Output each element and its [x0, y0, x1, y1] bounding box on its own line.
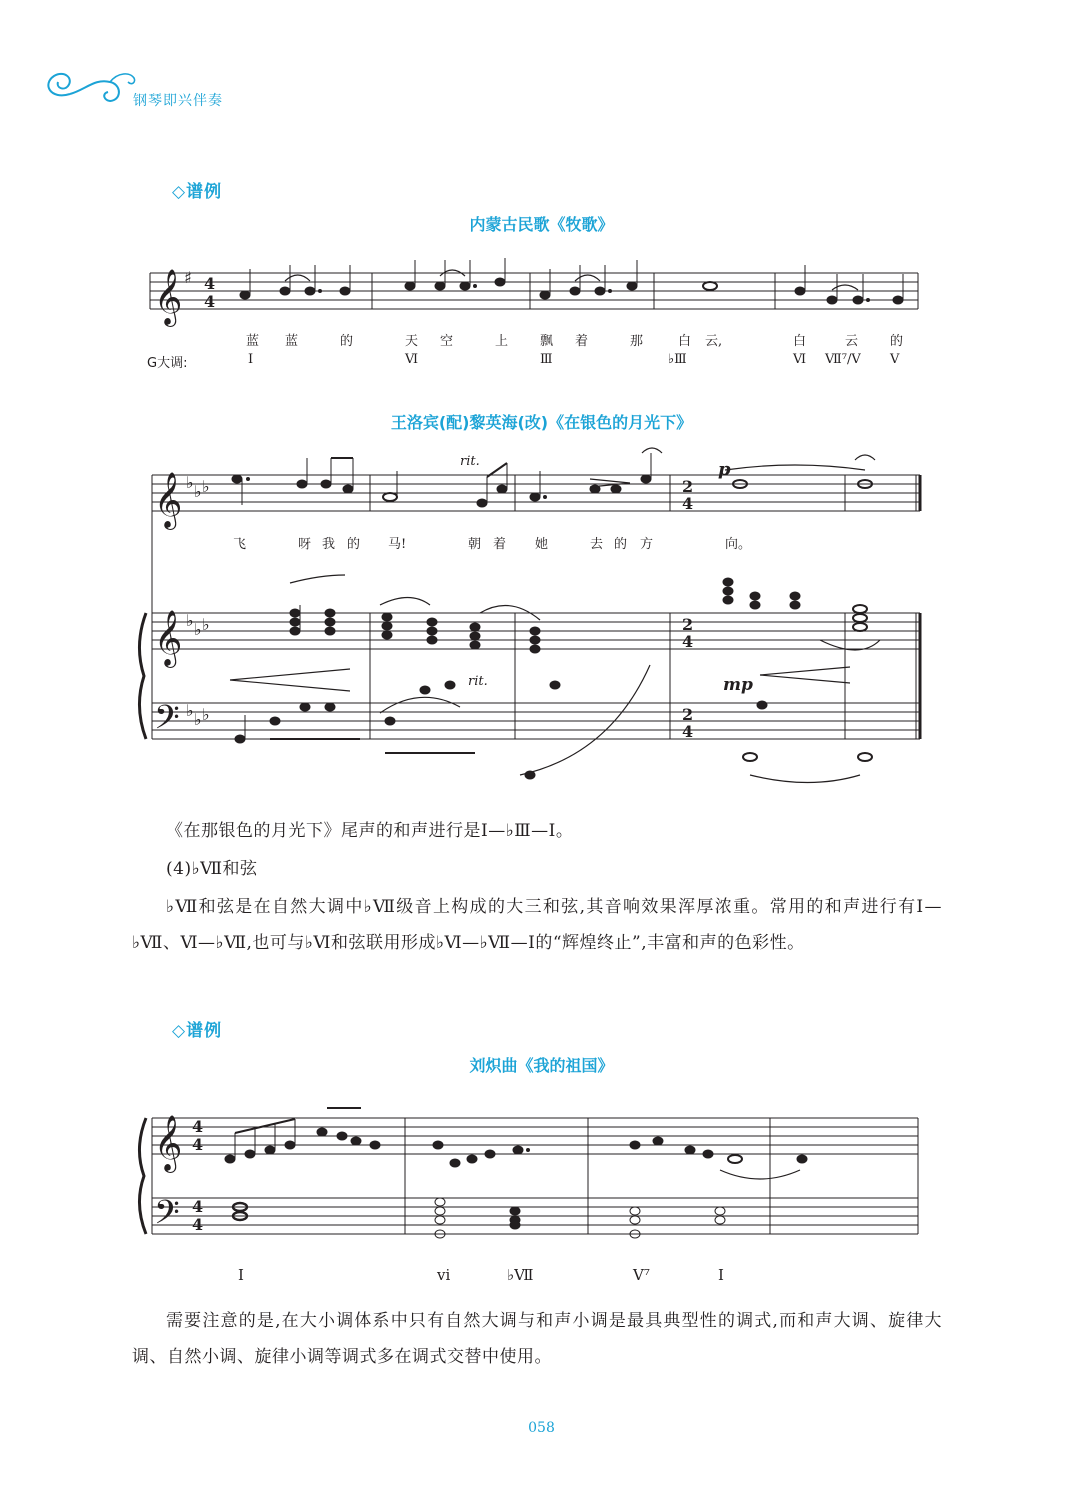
svg-text:4: 4 [682, 632, 694, 651]
lyric: 飘 [540, 334, 554, 349]
lyric: 方 [640, 537, 654, 552]
svg-text:2: 2 [682, 705, 694, 724]
chord-row [0, 352, 1083, 372]
lyric: 那 [630, 334, 644, 349]
svg-text:𝄞: 𝄞 [154, 269, 183, 325]
section-heading: (4)♭Ⅶ和弦 [166, 859, 258, 879]
lyric: 马! [388, 537, 407, 552]
chord-row [0, 1266, 1083, 1286]
chord-symbol: V⁷ [633, 1266, 650, 1284]
lyric: 朝 [468, 537, 482, 552]
score-example-1 [140, 255, 930, 335]
svg-text:4: 4 [682, 722, 694, 741]
chord-symbol: Ⅰ [718, 1266, 724, 1284]
svg-text:♭: ♭ [186, 611, 194, 630]
chord-symbol: Ⅴ [890, 352, 900, 367]
svg-text:♭: ♭ [202, 705, 210, 724]
svg-text:♭: ♭ [194, 482, 202, 501]
lyric: 我 [322, 537, 336, 552]
svg-text:♯: ♯ [184, 268, 192, 287]
svg-text:𝄞: 𝄞 [154, 1115, 183, 1171]
lyric: 蓝 [246, 334, 260, 349]
lyric: 着 [493, 537, 507, 552]
lyric: 云, [705, 334, 723, 349]
piece-title: 内蒙古民歌《牧歌》 [469, 215, 614, 234]
svg-text:♭: ♭ [186, 701, 194, 720]
chord-symbol: Ⅶ⁷/Ⅴ [825, 352, 861, 367]
example-label: ◇谱例 [172, 1021, 223, 1041]
svg-text:𝄞: 𝄞 [154, 472, 183, 528]
key-label: G大调: [147, 356, 188, 371]
lyric: 呀 [298, 537, 312, 552]
lyric: 云 [845, 334, 859, 349]
chord-symbol: ♭Ⅲ [668, 352, 687, 367]
svg-text:𝄞: 𝄞 [154, 610, 183, 666]
dynamic-mark: mp [723, 675, 753, 695]
chord-symbol: Ⅵ [793, 352, 807, 367]
lyric: 上 [495, 334, 509, 349]
lyric: 白 [678, 334, 692, 349]
piece-title: 王洛宾(配)黎英海(改)《在银色的月光下》 [390, 413, 693, 432]
lyric: 飞 [233, 537, 247, 552]
chord-symbol: Ⅰ [238, 1266, 244, 1284]
dynamic-mark: p [718, 459, 731, 480]
svg-text:♭: ♭ [186, 473, 194, 492]
score-example-3 [130, 1098, 930, 1248]
chord-symbol: ♭Ⅶ [507, 1266, 534, 1284]
lyric: 的 [347, 537, 361, 552]
svg-text:4: 4 [204, 292, 216, 311]
lyric: 着 [575, 334, 589, 349]
lyric: 她 [535, 537, 549, 552]
lyric: 的 [340, 334, 354, 349]
lyric: 空 [440, 334, 454, 349]
lyric: 的 [614, 537, 628, 552]
tempo-mark: rit. [460, 454, 480, 469]
svg-text:𝄢: 𝄢 [154, 699, 180, 745]
example-label: ◇谱例 [172, 182, 223, 202]
svg-text:♭: ♭ [202, 477, 210, 496]
swirl-logo-icon [40, 64, 140, 108]
svg-text:2: 2 [682, 477, 694, 496]
lyric: 去 [590, 537, 604, 552]
svg-text:𝄢: 𝄢 [154, 1194, 180, 1240]
piece-title: 刘炽曲《我的祖国》 [469, 1056, 614, 1075]
chord-symbol: Ⅵ [405, 352, 419, 367]
page-number: 058 [528, 1420, 555, 1436]
lyric: 的 [890, 334, 904, 349]
paragraph: ♭Ⅶ和弦是在自然大调中♭Ⅶ级音上构成的大三和弦,其音响效果浑厚浓重。常用的和声进行有Ⅰ—♭Ⅶ、Ⅵ—♭Ⅶ,也可与♭Ⅵ和弦联用形成♭Ⅵ—♭Ⅶ—Ⅰ的“辉煌终止”,丰富和声的色彩性。 [132, 897, 942, 953]
svg-text:4: 4 [192, 1215, 204, 1234]
paragraph: 《在那银色的月光下》尾声的和声进行是Ⅰ—♭Ⅲ—Ⅰ。 [166, 821, 574, 841]
lyric: 蓝 [285, 334, 299, 349]
lyrics-row [0, 533, 1083, 553]
paragraph: 需要注意的是,在大小调体系中只有自然大调与和声小调是最具典型性的调式,而和声大调、旋律大调、自然小调、旋律小调等调式多在调式交替中使用。 [132, 1311, 942, 1367]
svg-text:4: 4 [192, 1135, 204, 1154]
lyric: 天 [405, 334, 419, 349]
svg-text:♭: ♭ [194, 620, 202, 639]
score-example-2 [130, 445, 930, 790]
svg-text:♭: ♭ [194, 710, 202, 729]
svg-text:4: 4 [204, 274, 216, 293]
svg-text:♭: ♭ [202, 615, 210, 634]
svg-text:4: 4 [192, 1197, 204, 1216]
lyric: 白 [793, 334, 807, 349]
svg-text:4: 4 [682, 494, 694, 513]
chord-symbol: vi [437, 1266, 451, 1284]
lyric: 向。 [725, 537, 752, 552]
svg-text:4: 4 [192, 1117, 204, 1136]
svg-text:2: 2 [682, 615, 694, 634]
book-title: 钢琴即兴伴奏 [133, 93, 223, 109]
chord-symbol: Ⅰ [248, 352, 254, 367]
lyrics-row [0, 330, 1083, 350]
chord-symbol: Ⅲ [540, 352, 553, 367]
tempo-mark: rit. [468, 674, 488, 689]
